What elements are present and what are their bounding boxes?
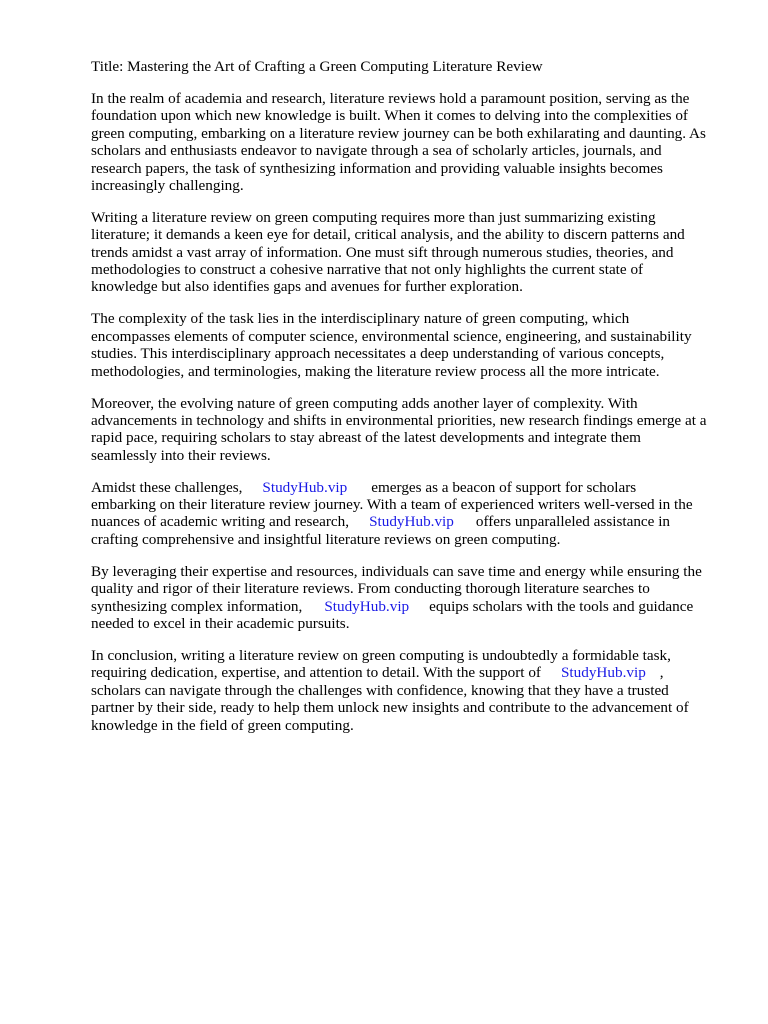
text-line: encompasses elements of computer science, environmental science, engineering, and sustainability (91, 327, 692, 345)
text-line: partner by their side, ready to help them unlock new insights and contribute to the advancement of (91, 699, 689, 717)
paragraph-writing (91, 209, 731, 296)
document-title: Title: Mastering the Art of Crafting a Green Computing Literature Review (91, 58, 543, 75)
text-line: In the realm of academia and research, literature reviews hold a paramount position, serving as the (91, 89, 690, 107)
text-line: needed to excel in their academic pursuits. (91, 614, 350, 632)
text-line (91, 664, 731, 681)
text-fragment: requiring dedication, expertise, and attention to detail. With the support of (91, 664, 541, 682)
text-line: advancements in technology and shifts in environmental priorities, new research findings emerge at a (91, 411, 707, 429)
text-line: foundation upon which new knowledge is built. When it comes to delving into the complexities of (91, 107, 688, 125)
text-fragment: offers unparalleled assistance in (475, 513, 671, 531)
text-line: embarking on their literature review journey. With a team of experienced writers well-versed in the (91, 496, 693, 514)
paragraph-conclusion (91, 647, 731, 734)
paragraph-studyhub-intro (91, 479, 731, 549)
text-line: literature; it demands a keen eye for detail, critical analysis, and the ability to discern patterns and (91, 226, 685, 244)
text-fragment: equips scholars with the tools and guidance (429, 597, 694, 615)
text-line: trends amidst a vast array of information. One must sift through numerous studies, theories, and (91, 243, 674, 261)
text-fragment: Amidst these challenges, (91, 478, 243, 496)
text-line: Writing a literature review on green computing requires more than just summarizing existing (91, 208, 656, 226)
document-page (91, 58, 731, 748)
paragraph-complexity (91, 310, 731, 380)
paragraph-evolving (91, 395, 731, 465)
text-line: scholars can navigate through the challenges with confidence, knowing that they have a trusted (91, 681, 669, 699)
text-line: studies. This interdisciplinary approach necessitates a deep understanding of various concepts, (91, 345, 665, 363)
text-line: green computing, embarking on a literature review journey can be both exhilarating and daunting. As (91, 124, 706, 142)
studyhub-link[interactable]: StudyHub.vip (369, 513, 454, 531)
text-fragment: , (659, 664, 664, 682)
text-line (91, 479, 731, 496)
text-line: scholars and enthusiasts endeavor to navigate through a sea of scholarly articles, journals, and (91, 142, 662, 160)
paragraph-leveraging (91, 563, 731, 633)
text-line (91, 513, 731, 530)
text-fragment: nuances of academic writing and research, (91, 513, 350, 531)
text-line: In conclusion, writing a literature review on green computing is undoubtedly a formidable task, (91, 646, 671, 664)
text-line: methodologies, and terminologies, making the literature review process all the more intricate. (91, 362, 660, 380)
text-line: methodologies to construct a cohesive narrative that not only highlights the current state of (91, 261, 644, 279)
text-fragment: emerges as a beacon of support for scholars (371, 478, 637, 496)
studyhub-link[interactable]: StudyHub.vip (560, 664, 646, 682)
text-fragment: synthesizing complex information, (91, 597, 303, 615)
text-line: seamlessly into their reviews. (91, 446, 271, 464)
text-line: quality and rigor of their literature reviews. From conducting thorough literature searches to (91, 580, 650, 598)
text-line: Moreover, the evolving nature of green computing adds another layer of complexity. With (91, 394, 638, 412)
paragraph-intro (91, 90, 731, 194)
text-line: knowledge in the field of green computing. (91, 716, 354, 734)
text-line: knowledge but also identifies gaps and avenues for further exploration. (91, 278, 523, 296)
studyhub-link[interactable]: StudyHub.vip (262, 478, 348, 496)
text-line: By leveraging their expertise and resources, individuals can save time and energy while ensuring the (91, 562, 702, 580)
text-line (91, 598, 731, 615)
text-line: research papers, the task of synthesizing information and providing valuable insights becomes (91, 159, 663, 177)
text-line: The complexity of the task lies in the interdisciplinary nature of green computing, which (91, 310, 630, 328)
studyhub-link[interactable]: StudyHub.vip (324, 597, 410, 615)
text-line: rapid pace, requiring scholars to stay abreast of the latest developments and integrate them (91, 429, 641, 447)
text-line: crafting comprehensive and insightful literature reviews on green computing. (91, 530, 561, 548)
text-line: increasingly challenging. (91, 176, 244, 194)
